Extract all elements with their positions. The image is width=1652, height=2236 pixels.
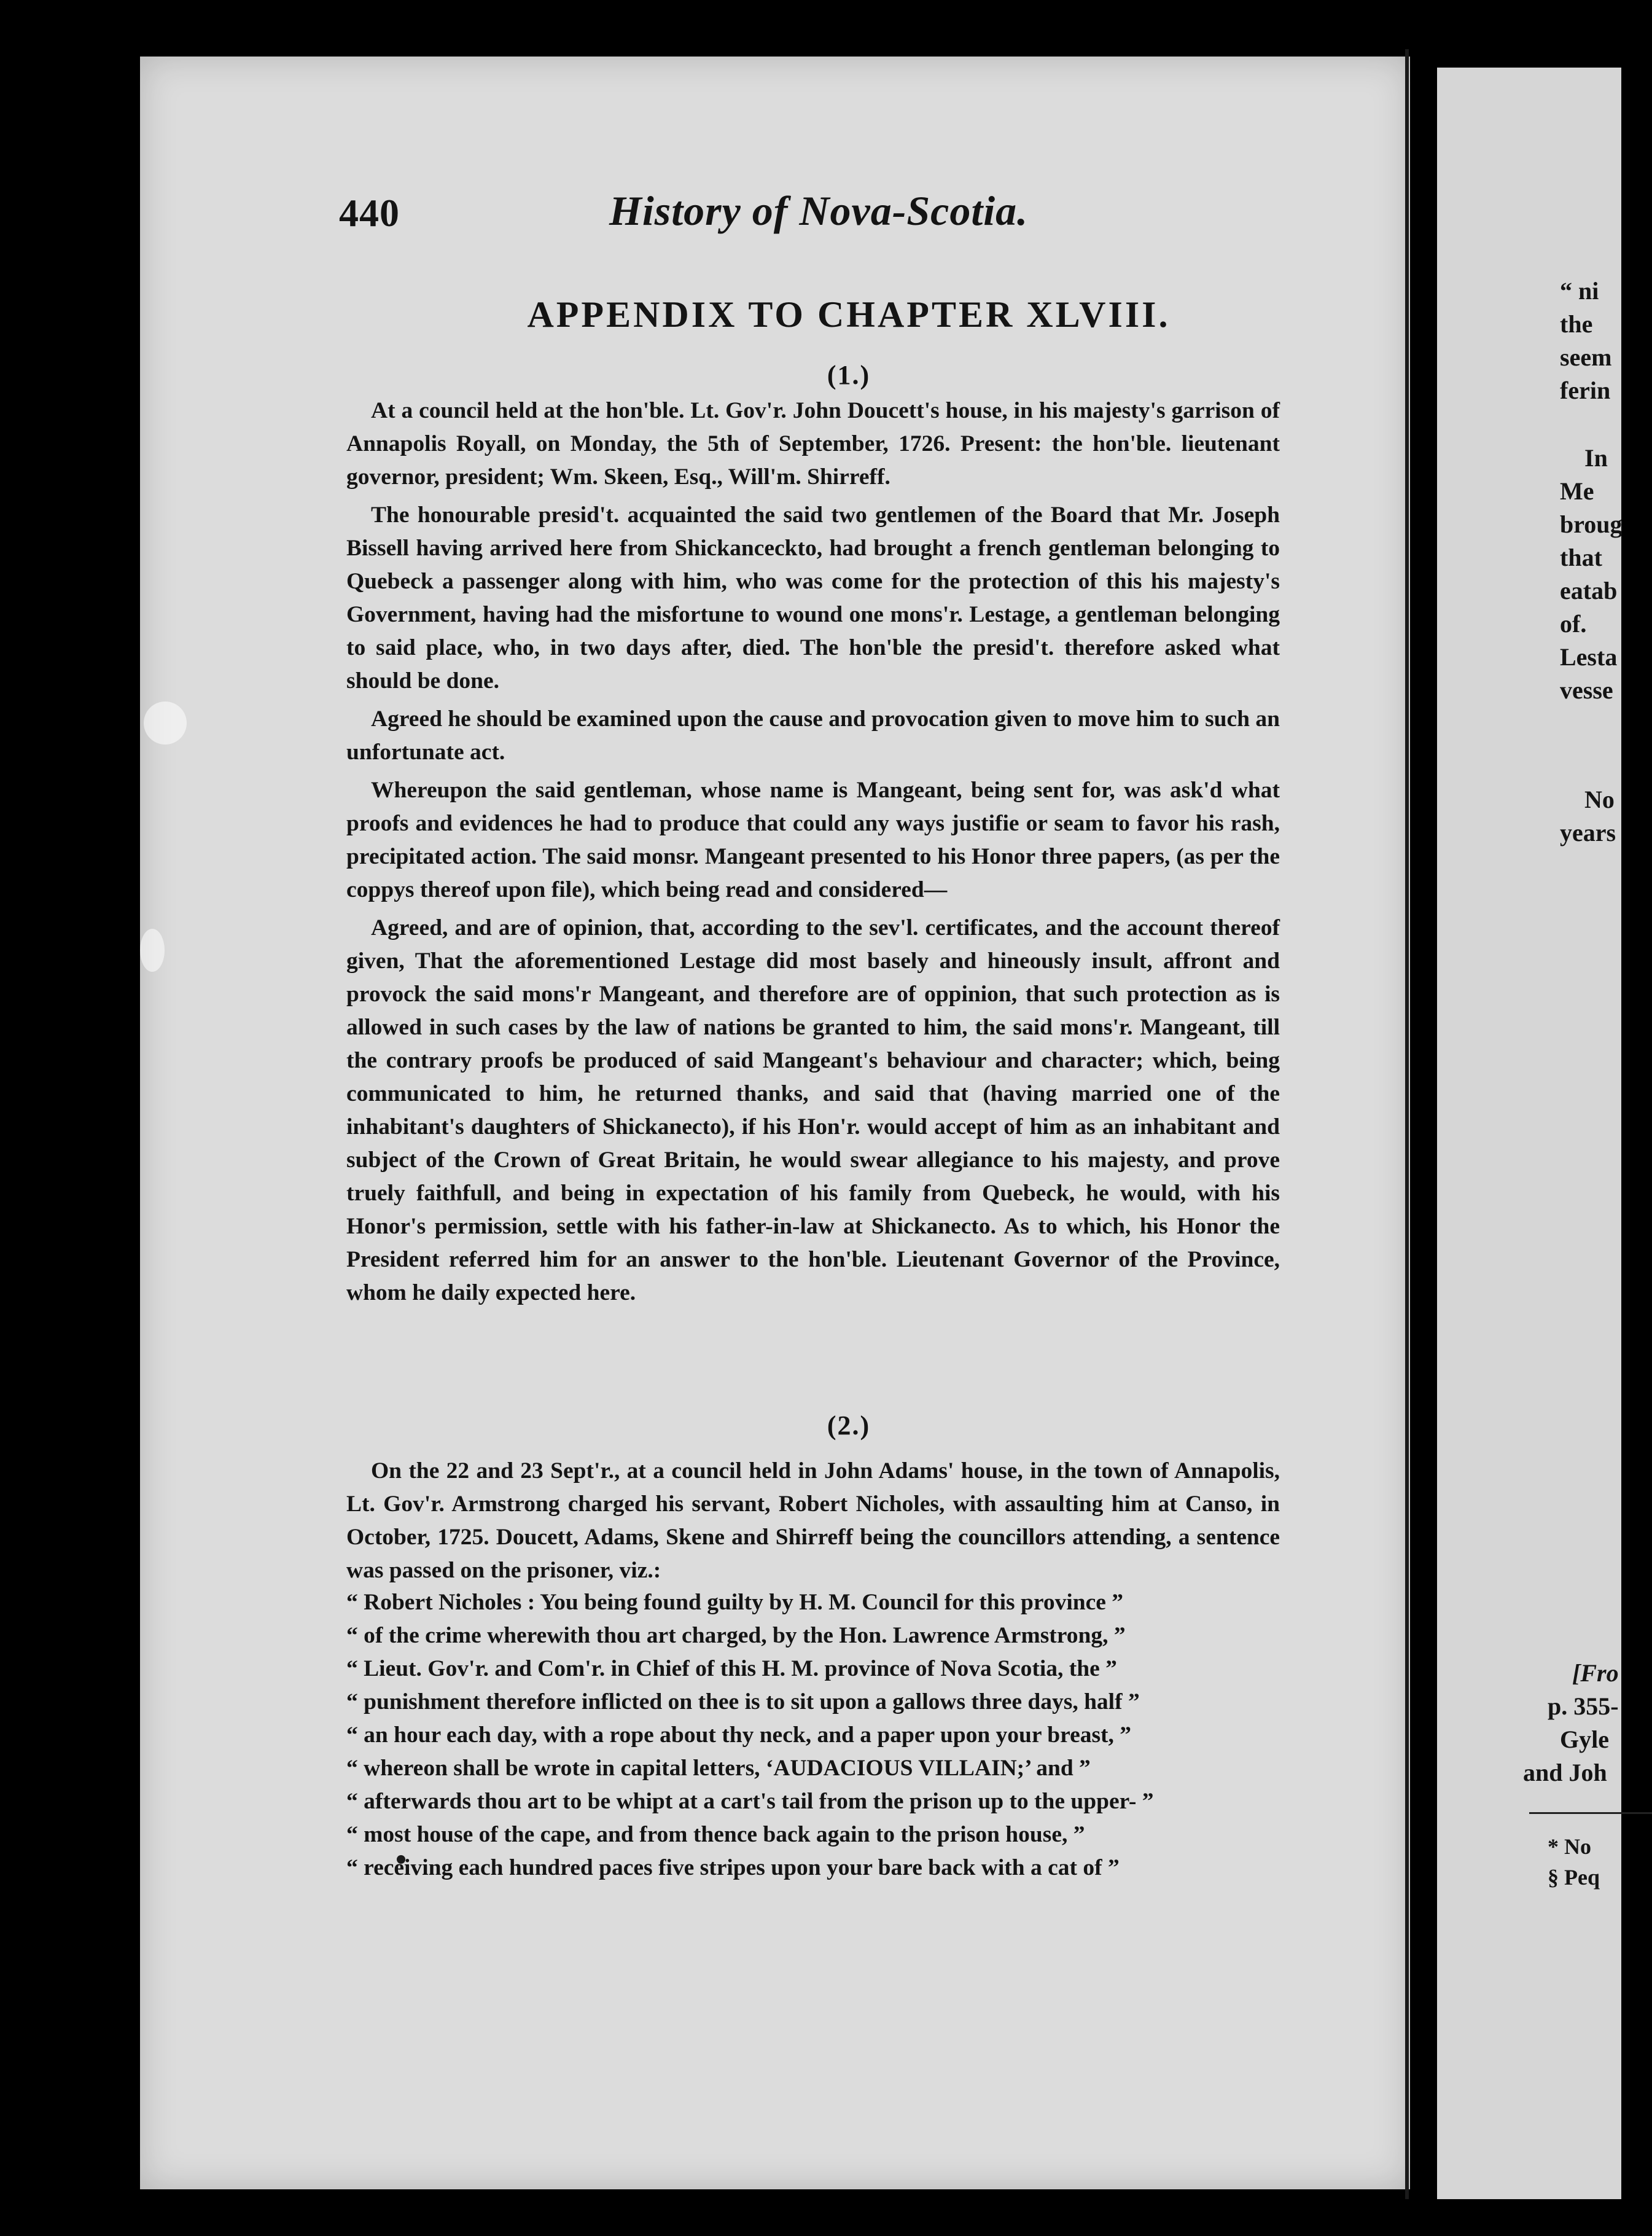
adjacent-footnote: § Peq: [1548, 1865, 1600, 1890]
section-1-text: [346, 394, 1280, 1310]
sentence-line: “ Robert Nicholes : You being found guilty by H. M. Council for this province ”: [346, 1590, 1124, 1615]
book-title: History of Nova-Scotia.: [609, 187, 1029, 234]
adjacent-line: p. 355-: [1548, 1692, 1619, 1720]
page-number: 440: [339, 191, 400, 235]
paragraph: The honourable presid't. acquainted the said two gentlemen of the Board that Mr. Joseph Bissell having arrived here from Shickanceckto, had brought a french gentleman belonging to Quebeck a passenger along with him, who was come for the protection of this his majesty's Government, having had the misfortune to wound one mons'r. Lestage, a gentleman belonging to said place, who, in two days after, died. The hon'ble the presid't. therefore asked what should be done.: [346, 502, 1280, 694]
adjacent-line: and Joh: [1523, 1759, 1607, 1786]
adjacent-line: Lesta: [1560, 643, 1618, 671]
sentence-line: “ most house of the cape, and from thence back again to the prison house, ”: [346, 1822, 1085, 1847]
sentence-line: “ punishment therefore inflicted on thee is to sit upon a gallows three days, half ”: [346, 1689, 1140, 1714]
footnote-rule: [1529, 1812, 1652, 1814]
sentence-line: “ Lieut. Gov'r. and Com'r. in Chief of this H. M. province of Nova Scotia, the ”: [346, 1656, 1117, 1681]
adjacent-line: ferin: [1560, 377, 1611, 404]
sentence-line: “ of the crime wherewith thou art charged, by the Hon. Lawrence Armstrong, ”: [346, 1623, 1126, 1648]
section-mark-1: (1.): [827, 360, 871, 390]
adjacent-line: seem: [1560, 343, 1612, 371]
adjacent-page: [1437, 68, 1621, 2199]
sentence-line: “ receiving each hundred paces five stripes upon your bare back with a cat of ”: [346, 1855, 1120, 1880]
adjacent-line: “ ni: [1560, 277, 1599, 305]
paragraph: Whereupon the said gentleman, whose name is Mangeant, being sent for, was ask'd what proofs and evidences he had to produce that could any ways justifie or seam to favor his rash, precipitated action. The said monsr. Mangeant presented to his Honor three papers, (as per the coppys thereof upon file), which being read and considered—: [346, 778, 1280, 902]
paper-stain: [140, 929, 165, 972]
page-gutter: [1405, 49, 1409, 2199]
adjacent-line: years: [1560, 819, 1616, 846]
adjacent-line: broug: [1560, 510, 1623, 538]
section-2-intro: [346, 1455, 1280, 1587]
paragraph: Agreed, and are of opinion, that, according to the sev'l. certificates, and the account thereof given, That the aforementioned Lestage did most basely and hineously insult, affront and provock the said mons'r Mangeant, and therefore are of oppinion, that such protection as is allowed in such cases by the law of nations be granted to him, the said mons'r. Mangeant, till the contrary proofs be produced of said Mangeant's behaviour and character; which, being communicated to him, he returned thanks, and said that (having married one of the inhabitant's daughters of Shickanecto), if his Hon'r. would accept of him as an inhabitant and subject of the Crown of Great Britain, he would swear allegiance to his majesty, and prove truely faithfull, and being in expectation of his family from Quebeck, he would, with his Honor's permission, settle with his father-in-law at Shickanecto. As to which, his Honor the President referred him for an answer to the hon'ble. Lieutenant Governor of the Province, whom he daily expected here.: [346, 915, 1280, 1305]
adjacent-line: In: [1584, 444, 1608, 472]
running-head: [339, 184, 1358, 240]
section-mark-2: (2.): [827, 1410, 871, 1440]
adjacent-line: of.: [1560, 610, 1587, 638]
appendix-title: APPENDIX TO CHAPTER XLVIII.: [527, 294, 1171, 335]
paragraph: On the 22 and 23 Sept'r., at a council held in John Adams' house, in the town of Annapolis, Lt. Gov'r. Armstrong charged his servant, Robert Nicholes, with assaulting him at Canso, in October, 1725. Doucett, Adams, Skene and Shirreff being the councillors attending, a sentence was passed on the prisoner, viz.:: [346, 1458, 1280, 1583]
adjacent-line: that: [1560, 544, 1602, 571]
adjacent-line: eatab: [1560, 577, 1618, 604]
adjacent-line: Me: [1560, 477, 1594, 505]
sentence-line: “ whereon shall be wrote in capital letters, ‘AUDACIOUS VILLAIN;’ and ”: [346, 1756, 1091, 1781]
adjacent-line: No: [1584, 786, 1615, 813]
adjacent-line: the: [1560, 310, 1593, 338]
adjacent-line: vesse: [1560, 676, 1613, 704]
sentence-line: “ an hour each day, with a rope about thy neck, and a paper upon your breast, ”: [346, 1722, 1132, 1748]
paper-stain: [144, 702, 187, 745]
adjacent-line: Gyle: [1560, 1726, 1609, 1753]
paragraph: Agreed he should be examined upon the cause and provocation given to move him to such an unfortunate act.: [346, 706, 1280, 765]
sentence-line: “ afterwards thou art to be whipt at a cart's tail from the prison up to the upper- ”: [346, 1789, 1154, 1814]
paragraph: At a council held at the hon'ble. Lt. Gov'r. John Doucett's house, in his majesty's garrison of Annapolis Royall, on Monday, the 5th of September, 1726. Present: the hon'ble. lieutenant governor, president; Wm. Skeen, Esq., Will'm. Shirreff.: [346, 398, 1280, 490]
adjacent-footnote: * No: [1548, 1834, 1591, 1859]
adjacent-line: [Fro: [1572, 1659, 1619, 1687]
